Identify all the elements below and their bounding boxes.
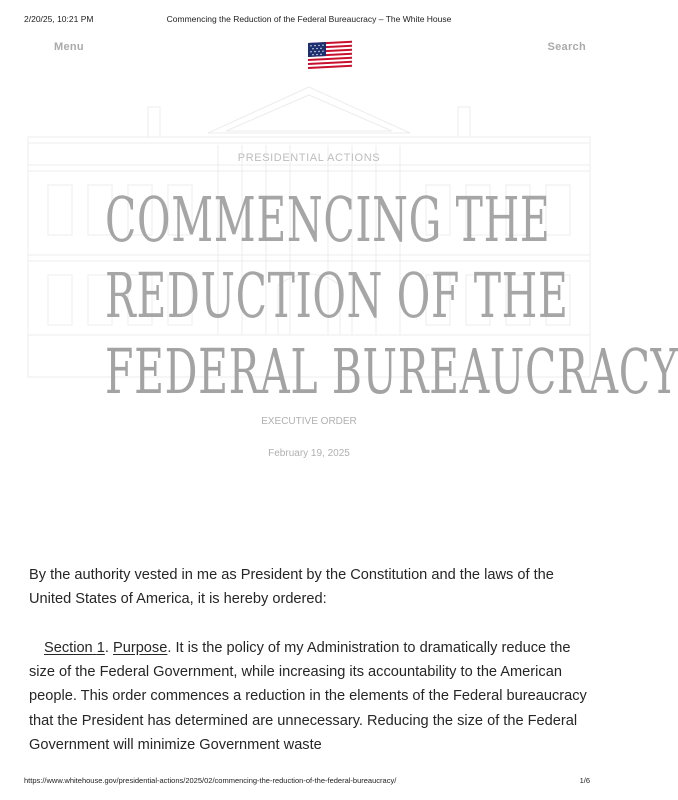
search-button[interactable]: Search [547, 41, 586, 53]
menu-button[interactable]: Menu [54, 41, 84, 53]
us-flag-icon[interactable] [308, 41, 352, 69]
section-number: 1 [96, 639, 105, 656]
section-word: Section [44, 639, 93, 656]
print-footer [24, 776, 594, 788]
document-type-label[interactable]: EXECUTIVE ORDER [261, 416, 357, 427]
section-label [44, 640, 105, 656]
page-title-line-1: COMMENCING THE [105, 183, 551, 256]
page-title-line-3: FEDERAL BUREAUCRACY [105, 335, 678, 408]
print-url: https://www.whitehouse.gov/presidential-actions/2025/02/commencing-the-reduction-of-the-federal-bureaucracy/ [24, 776, 397, 785]
publish-date: February 19, 2025 [268, 448, 350, 459]
section-heading: Purpose [112, 639, 168, 656]
print-page-indicator: 1/6 [579, 776, 590, 785]
print-page-title: Commencing the Reduction of the Federal Bureaucracy – The White House [166, 14, 452, 24]
print-datetime: 2/20/25, 10:21 PM [24, 14, 94, 24]
print-header [24, 14, 594, 28]
page-title [105, 182, 678, 410]
section-text: It is the policy of my Administration to dramatically reduce the size of the Federal Government, while increasing its accountability to the American people. This order commences a reduction in the elements of the Federal bureaucracy that the President has determined are unnecessary. Reducing the size of the Federal Government will minimize Government waste [29, 639, 587, 754]
article-body [29, 563, 588, 757]
section-1-paragraph: Section 1. Purpose. It is the policy of my Administration to dramatically reduce the size of the Federal Government, while increasing its accountability to the American people. This order commences a reduction in the elements of the Federal bureaucracy that the President has determined are unnecessary. Reducing the size of the Federal Government will minimize Government waste [29, 639, 587, 754]
section-eyebrow[interactable]: PRESIDENTIAL ACTIONS [237, 152, 381, 164]
intro-paragraph: By the authority vested in me as President by the Constitution and the laws of the United States of America, it is hereby ordered: [29, 567, 554, 608]
page-title-line-2: REDUCTION OF THE [105, 259, 569, 332]
